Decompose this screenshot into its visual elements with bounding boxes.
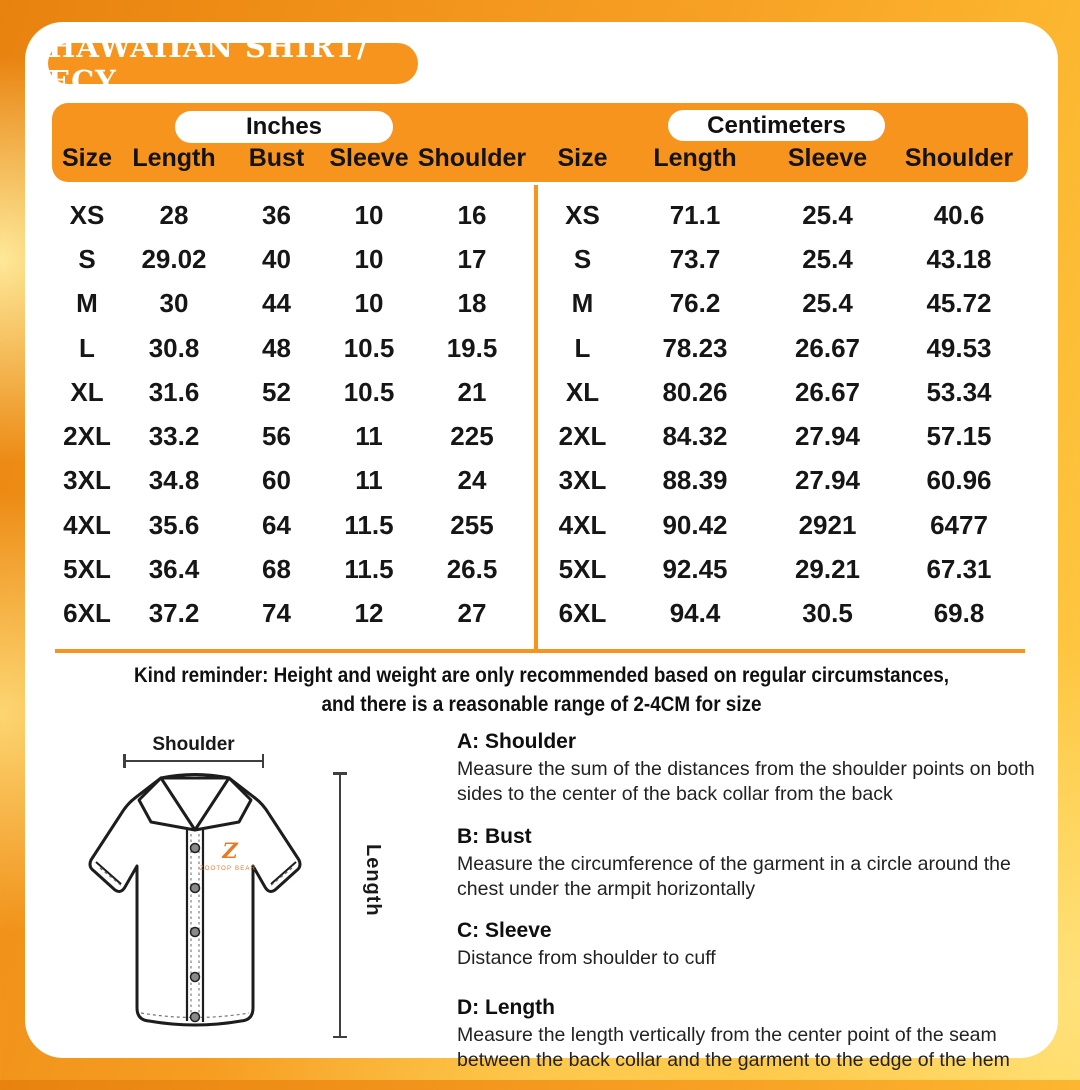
length-measure-label: Length xyxy=(362,844,384,917)
value-cell: 24 xyxy=(457,465,487,496)
value-cell: 10 xyxy=(354,243,384,274)
value-cell: 11 xyxy=(355,421,383,452)
value-cell: 36.4 xyxy=(148,554,200,585)
size-cell: 5XL xyxy=(63,554,111,585)
size-cell: M xyxy=(571,288,594,319)
value-cell: 25.4 xyxy=(802,199,853,230)
value-cell: 30.8 xyxy=(148,332,200,363)
shirt-diagram-icon xyxy=(75,770,315,1048)
column-header: Length xyxy=(132,143,216,172)
value-cell: 225 xyxy=(450,421,494,452)
size-cell: 3XL xyxy=(63,465,111,496)
brand-logo-text: ZOOTOP BEAR xyxy=(199,866,257,872)
instruction-length xyxy=(457,996,1042,1074)
instruction-bust xyxy=(457,825,1042,903)
vertical-divider xyxy=(534,185,538,649)
value-cell: 57.15 xyxy=(926,421,992,452)
value-cell: 68 xyxy=(262,554,291,585)
inches-table-body xyxy=(55,193,530,636)
value-cell: 11.5 xyxy=(344,509,394,540)
value-cell: 84.32 xyxy=(662,421,728,452)
value-cell: 64 xyxy=(262,509,291,540)
value-cell: 44 xyxy=(262,288,291,319)
value-cell: 71.1 xyxy=(669,199,721,230)
instruction-title: D: Length xyxy=(457,995,555,1019)
instruction-title: C: Sleeve xyxy=(457,919,552,943)
value-cell: 26.67 xyxy=(794,332,861,363)
brand-logo-mark: Z xyxy=(222,838,238,863)
value-cell: 80.26 xyxy=(662,376,728,407)
centimeters-unit-pill: Centimeters xyxy=(668,110,885,141)
size-cell: S xyxy=(78,243,96,274)
size-cell: M xyxy=(76,288,98,319)
value-cell: 27.94 xyxy=(794,465,861,496)
instruction-body: Measure the sum of the distances from the shoulder points on both sides to the center of the back collar from the back xyxy=(457,758,1035,806)
size-cell: 4XL xyxy=(558,509,607,540)
horizontal-divider xyxy=(55,649,1025,653)
value-cell: 21 xyxy=(457,376,487,407)
size-cell: 4XL xyxy=(63,509,111,540)
size-cell: XL xyxy=(565,376,600,407)
value-cell: 30.5 xyxy=(802,598,853,629)
size-cell: 2XL xyxy=(63,421,111,452)
size-cell: XS xyxy=(565,199,600,230)
value-cell: 45.72 xyxy=(926,288,992,319)
value-cell: 33.2 xyxy=(148,421,200,452)
size-cell: 2XL xyxy=(558,421,607,452)
centimeters-table-body xyxy=(540,193,1028,636)
kind-reminder xyxy=(77,662,1007,720)
shoulder-measure-label: Shoulder xyxy=(152,734,235,755)
value-cell: 27 xyxy=(457,598,487,629)
instruction-title: B: Bust xyxy=(457,824,532,848)
value-cell: 10.5 xyxy=(343,332,395,363)
value-cell: 92.45 xyxy=(662,554,728,585)
size-cell: XS xyxy=(69,199,105,230)
value-cell: 37.2 xyxy=(148,598,200,629)
column-header: Sleeve xyxy=(787,143,868,172)
value-cell: 53.34 xyxy=(926,376,992,407)
value-cell: 2921 xyxy=(798,509,857,540)
value-cell: 10 xyxy=(354,288,384,319)
column-header: Shoulder xyxy=(417,143,527,172)
size-cell: S xyxy=(573,243,592,274)
measuring-instructions xyxy=(457,730,1042,1090)
value-cell: 29.21 xyxy=(794,554,861,585)
value-cell: 78.23 xyxy=(662,332,728,363)
column-header: Shoulder xyxy=(904,143,1014,172)
value-cell: 43.18 xyxy=(926,243,992,274)
length-measure-line xyxy=(339,772,341,1038)
instruction-title: A: Shoulder xyxy=(457,730,576,753)
inches-unit-pill: Inches xyxy=(175,111,393,143)
instruction-body: Measure the circumference of the garment in a circle around the chest under the armpit horizontally xyxy=(457,852,1011,901)
value-cell: 25.4 xyxy=(802,288,853,319)
column-header: Sleeve xyxy=(329,143,409,172)
size-cell: 3XL xyxy=(558,465,607,496)
reminder-line-1: Kind reminder: Height and weight are only recommended based on regular circumstances, xyxy=(133,664,950,687)
value-cell: 10 xyxy=(354,199,384,230)
value-cell: 18 xyxy=(457,288,487,319)
centimeters-column-headers xyxy=(540,138,1028,178)
instruction-body: Measure the length vertically from the center point of the seam between the back collar and the garment to the edge of the hem xyxy=(457,1023,1010,1072)
value-cell: 40 xyxy=(262,243,291,274)
value-cell: 28 xyxy=(159,199,189,230)
instruction-sleeve xyxy=(457,919,1042,971)
size-cell: 5XL xyxy=(558,554,607,585)
page-title: HAWAIIAN SHIRT/ ECY xyxy=(48,43,418,84)
value-cell: 11.5 xyxy=(344,554,394,585)
value-cell: 67.31 xyxy=(926,554,992,585)
inches-column-headers xyxy=(55,138,530,178)
value-cell: 60.96 xyxy=(926,465,992,496)
size-cell: L xyxy=(574,332,591,363)
value-cell: 74 xyxy=(262,598,291,629)
value-cell: 29.02 xyxy=(141,243,207,274)
value-cell: 49.53 xyxy=(926,332,992,363)
value-cell: 73.7 xyxy=(669,243,721,274)
value-cell: 10.5 xyxy=(343,376,395,407)
value-cell: 69.8 xyxy=(933,598,985,629)
value-cell: 34.8 xyxy=(148,465,200,496)
size-cell: L xyxy=(79,332,95,363)
value-cell: 17 xyxy=(457,243,487,274)
value-cell: 26.67 xyxy=(794,376,861,407)
value-cell: 16 xyxy=(457,199,487,230)
size-cell: 6XL xyxy=(63,598,111,629)
value-cell: 48 xyxy=(262,332,291,363)
value-cell: 30 xyxy=(159,288,189,319)
value-cell: 52 xyxy=(262,376,291,407)
value-cell: 12 xyxy=(354,598,384,629)
reminder-line-2: and there is a reasonable range of 2-4CM for size xyxy=(321,692,762,716)
value-cell: 11 xyxy=(355,465,383,496)
column-header: Size xyxy=(557,143,608,172)
value-cell: 88.39 xyxy=(662,465,728,496)
value-cell: 60 xyxy=(262,465,291,496)
column-header: Length xyxy=(653,143,737,172)
value-cell: 35.6 xyxy=(148,509,200,540)
value-cell: 94.4 xyxy=(669,598,721,629)
value-cell: 76.2 xyxy=(669,288,721,319)
value-cell: 27.94 xyxy=(794,421,861,452)
value-cell: 56 xyxy=(262,421,291,452)
shoulder-measure-line xyxy=(123,760,264,762)
value-cell: 40.6 xyxy=(933,199,985,230)
value-cell: 25.4 xyxy=(802,243,853,274)
instruction-shoulder xyxy=(457,730,1042,808)
value-cell: 255 xyxy=(450,509,494,540)
column-header: Bust xyxy=(248,143,305,172)
value-cell: 90.42 xyxy=(662,509,728,540)
value-cell: 36 xyxy=(262,199,291,230)
instruction-body: Distance from shoulder to cuff xyxy=(457,947,716,970)
value-cell: 6477 xyxy=(930,509,988,540)
size-chart-card xyxy=(25,22,1058,1072)
size-cell: 6XL xyxy=(558,598,607,629)
value-cell: 19.5 xyxy=(446,332,498,363)
size-cell: XL xyxy=(70,376,104,407)
value-cell: 26.5 xyxy=(446,554,498,585)
value-cell: 31.6 xyxy=(148,376,200,407)
column-header: Size xyxy=(61,143,113,172)
